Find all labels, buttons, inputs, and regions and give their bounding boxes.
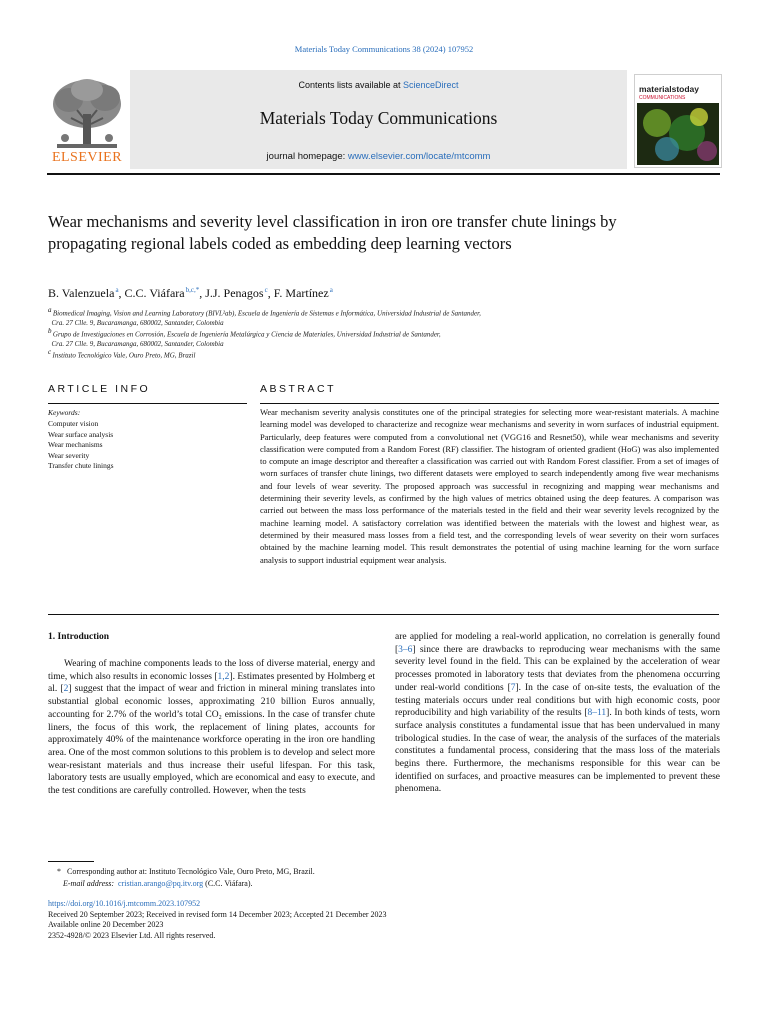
- citation-link[interactable]: 7: [510, 682, 516, 693]
- article-title: Wear mechanisms and severity level classification in iron ore transfer chute linings by propagating regional labels coded as embedding deep learning vectors: [48, 212, 617, 253]
- copyright: 2352-4928/© 2023 Elsevier Ltd. All rights reserved.: [48, 930, 216, 940]
- author-name[interactable]: J.J. Penagos: [205, 286, 264, 300]
- article-info-heading: ARTICLE INFO: [48, 383, 151, 395]
- sciencedirect-link[interactable]: ScienceDirect: [403, 80, 459, 90]
- citation-link[interactable]: 3–6: [398, 644, 413, 655]
- body-text: are applied for modeling a real-world application, no correlation is generally found [: [395, 632, 720, 655]
- cover-brand: materialstoday: [639, 84, 699, 94]
- affiliation-b: [48, 326, 708, 349]
- elsevier-wordmark: ELSEVIER: [51, 150, 123, 165]
- author-affil-mark[interactable]: a: [115, 286, 119, 294]
- author-separator: ,: [267, 286, 274, 300]
- abstract-heading: ABSTRACT: [260, 383, 337, 395]
- author-name[interactable]: C.C. Viáfara: [124, 286, 185, 300]
- author-separator: ,: [118, 286, 125, 300]
- homepage-line: [130, 151, 627, 162]
- citation-link[interactable]: 2: [63, 684, 69, 695]
- contents-prefix: Contents lists available at: [298, 80, 404, 90]
- author-name[interactable]: B. Valenzuela: [48, 286, 115, 300]
- doi-link[interactable]: https://doi.org/10.1016/j.mtcomm.2023.107952: [48, 899, 201, 908]
- abstract-text: Wear mechanism severity analysis constitutes one of the principal strategies for selecting more wear-resistant materials. A machine learning model was developed to characterize and recognize wear mechanisms and severity in worn surfaces of industrial equipment. Particularly, deep features were computed from a convolutional net (VGG16 and Resnet50), while wear mechanisms and severity classification were computed from a Random Forest (RF) classifier. The histogram of oriented gradient (HoG) was also implemented to compute an image descriptor and thereafter a classification was carried out with Random Forest classifier. From a set of images of worn surfaces of transfer chute linings, two different datasets were employed to search independently among five wear mechanisms and four levels of wear severity. The proposed approach was successful in recognizing and mapping wear mechanisms and determining their severity levels, as confirmed by the high values of metrics obtained using the deep features. A comparison was carried out between the mass loss performance of the materials tested in the field and their wear severity levels recognized by the machine learning model. A satisfactory correlation was identified between the materials with the lowest and highest wear, as determined by their measured mass losses from a field test, and the corresponding levels of wear severity on their worn surfaces obtained by the machine learning model. This result demonstrates the potential of using machine learning for the worn surface analysis to support industrial equipment wear analysis.: [260, 407, 719, 565]
- author-separator: ,: [199, 286, 206, 300]
- running-head[interactable]: Materials Today Communications 38 (2024) 107952: [294, 44, 474, 54]
- contents-line: [130, 80, 627, 90]
- introduction-heading: 1. Introduction: [48, 632, 110, 642]
- introduction-right-column: [395, 631, 720, 796]
- body-text: ] suggest that the impact of wear and friction in mineral mining translates into substantial global economic losses, approximating 210 billion Euros annually, accounting for 2.7% of the world’s total CO₂ emissions. In the case of transfer chute liners, the focus of this work, the replacement of lining plates, accounts for approximately 40% of the maintenance workforce operating in the iron ore handling area. One of the most common solutions to this problem is to develop and select more wear-resistant materials and thus increase their useful lifespan. For this task, laboratory tests are usually employed, which are economical and easy to execute, and the test conditions are carefully controlled. However, when the tests: [48, 684, 375, 797]
- body-text: ]. In both kinds of tests, worn surface analysis constitutes a fundamental issue that has been undervalued in many tribological studies. In the case of wear, the analysis of the surfaces of the materials constitutes a fundamental process, considering that the mass loss of the materials begins there. Furthermore, the mechanisms responsible for this wear can be identified on surfaces, and proactive measures can be implemented to prevent these phenomena.: [395, 708, 720, 795]
- affiliation-line: Instituto Tecnológico Vale, Ouro Preto, MG, Brazil: [52, 351, 196, 360]
- affiliation-marker: c: [48, 348, 52, 356]
- email-link[interactable]: cristian.arango@pq.itv.org: [118, 879, 204, 888]
- abstract-rule: [260, 403, 719, 404]
- email-suffix: (C.C. Viáfara).: [205, 879, 253, 888]
- header-rule: [47, 173, 720, 175]
- author-name[interactable]: F. Martínez: [273, 286, 329, 300]
- body-text: Wearing of machine components leads to the loss of diverse material, energy and time, which also results in economic losses [: [48, 659, 375, 682]
- article-info-rule: [48, 403, 247, 404]
- affiliation-line: Cra. 27 Clle. 9, Bucaramanga, 680002, Santander, Colombia: [51, 340, 224, 349]
- email-label: E-mail address:: [63, 879, 115, 888]
- affiliation-line: Cra. 27 Clle. 9, Bucaramanga, 680002, Santander, Colombia: [51, 319, 224, 328]
- keyword: Wear severity: [48, 450, 90, 460]
- footnote-rule: [48, 861, 94, 862]
- cover-sub: COMMUNICATIONS: [639, 95, 686, 101]
- affiliation-c: [48, 347, 708, 360]
- available-online: Available online 20 December 2023: [48, 920, 164, 929]
- affiliation-line: Biomedical Imaging, Vision and Learning Laboratory (BIVL²ab), Escuela de Ingeniería de Sistemas e Informática, Universidad Industrial de Santander,: [52, 309, 481, 318]
- introduction-left-column: [48, 658, 375, 798]
- body-text: ]. In the case of on-site tests, the evaluation of the testing materials occurs under real conditions but with high economic costs, poor reproducibility and high variability of the results [: [395, 682, 720, 719]
- received-dates: Received 20 September 2023; Received in revised form 14 December 2023; Accepted 21 December 2023: [48, 909, 387, 919]
- keyword: Wear mechanisms: [48, 440, 103, 450]
- cover-art-image: [637, 103, 719, 165]
- author-list: [48, 286, 708, 301]
- keywords-label: Keywords:: [48, 408, 81, 417]
- keyword-list: [48, 419, 248, 472]
- author-affil-mark[interactable]: b,c,*: [185, 286, 200, 294]
- homepage-link[interactable]: www.elsevier.com/locate/mtcomm: [347, 151, 491, 162]
- publication-info: [48, 899, 708, 941]
- body-text: ]. Estimates presented by Holmberg et al. [: [48, 671, 375, 695]
- affiliation-a: [48, 305, 708, 328]
- affiliation-marker: b: [48, 327, 52, 335]
- journal-name: Materials Today Communications: [259, 108, 498, 128]
- keyword: Transfer chute linings: [48, 461, 114, 471]
- section-rule: [48, 614, 719, 615]
- keyword: Wear surface analysis: [48, 429, 114, 439]
- keyword: Computer vision: [48, 419, 99, 428]
- journal-cover-image[interactable]: [634, 74, 722, 168]
- homepage-prefix: journal homepage:: [266, 151, 348, 162]
- citation-link[interactable]: 1,2: [217, 671, 230, 682]
- author-affil-mark[interactable]: c: [264, 286, 268, 294]
- affiliation-marker: a: [48, 306, 52, 314]
- footnote-text: Corresponding author at: Instituto Tecnológico Vale, Ouro Preto, MG, Brazil.: [67, 867, 315, 876]
- corresponding-author-footnote: [57, 866, 677, 890]
- body-text: ] since there are drawbacks to reproducing wear mechanisms with the same severity level found in the field. This can be explained by the acceleration of wear processes promoted in laboratory tests that deviates from the phenomena occurring under real-world conditions [: [395, 644, 720, 693]
- footnote-marker: *: [57, 867, 61, 876]
- citation-link[interactable]: 8–11: [587, 708, 607, 719]
- author-affil-mark[interactable]: a: [329, 286, 333, 294]
- affiliation-line: Grupo de Investigaciones en Corrosión, Escuela de Ingeniería Metalúrgica y Ciencia de Materiales, Universidad Industrial de Santander,: [52, 330, 441, 339]
